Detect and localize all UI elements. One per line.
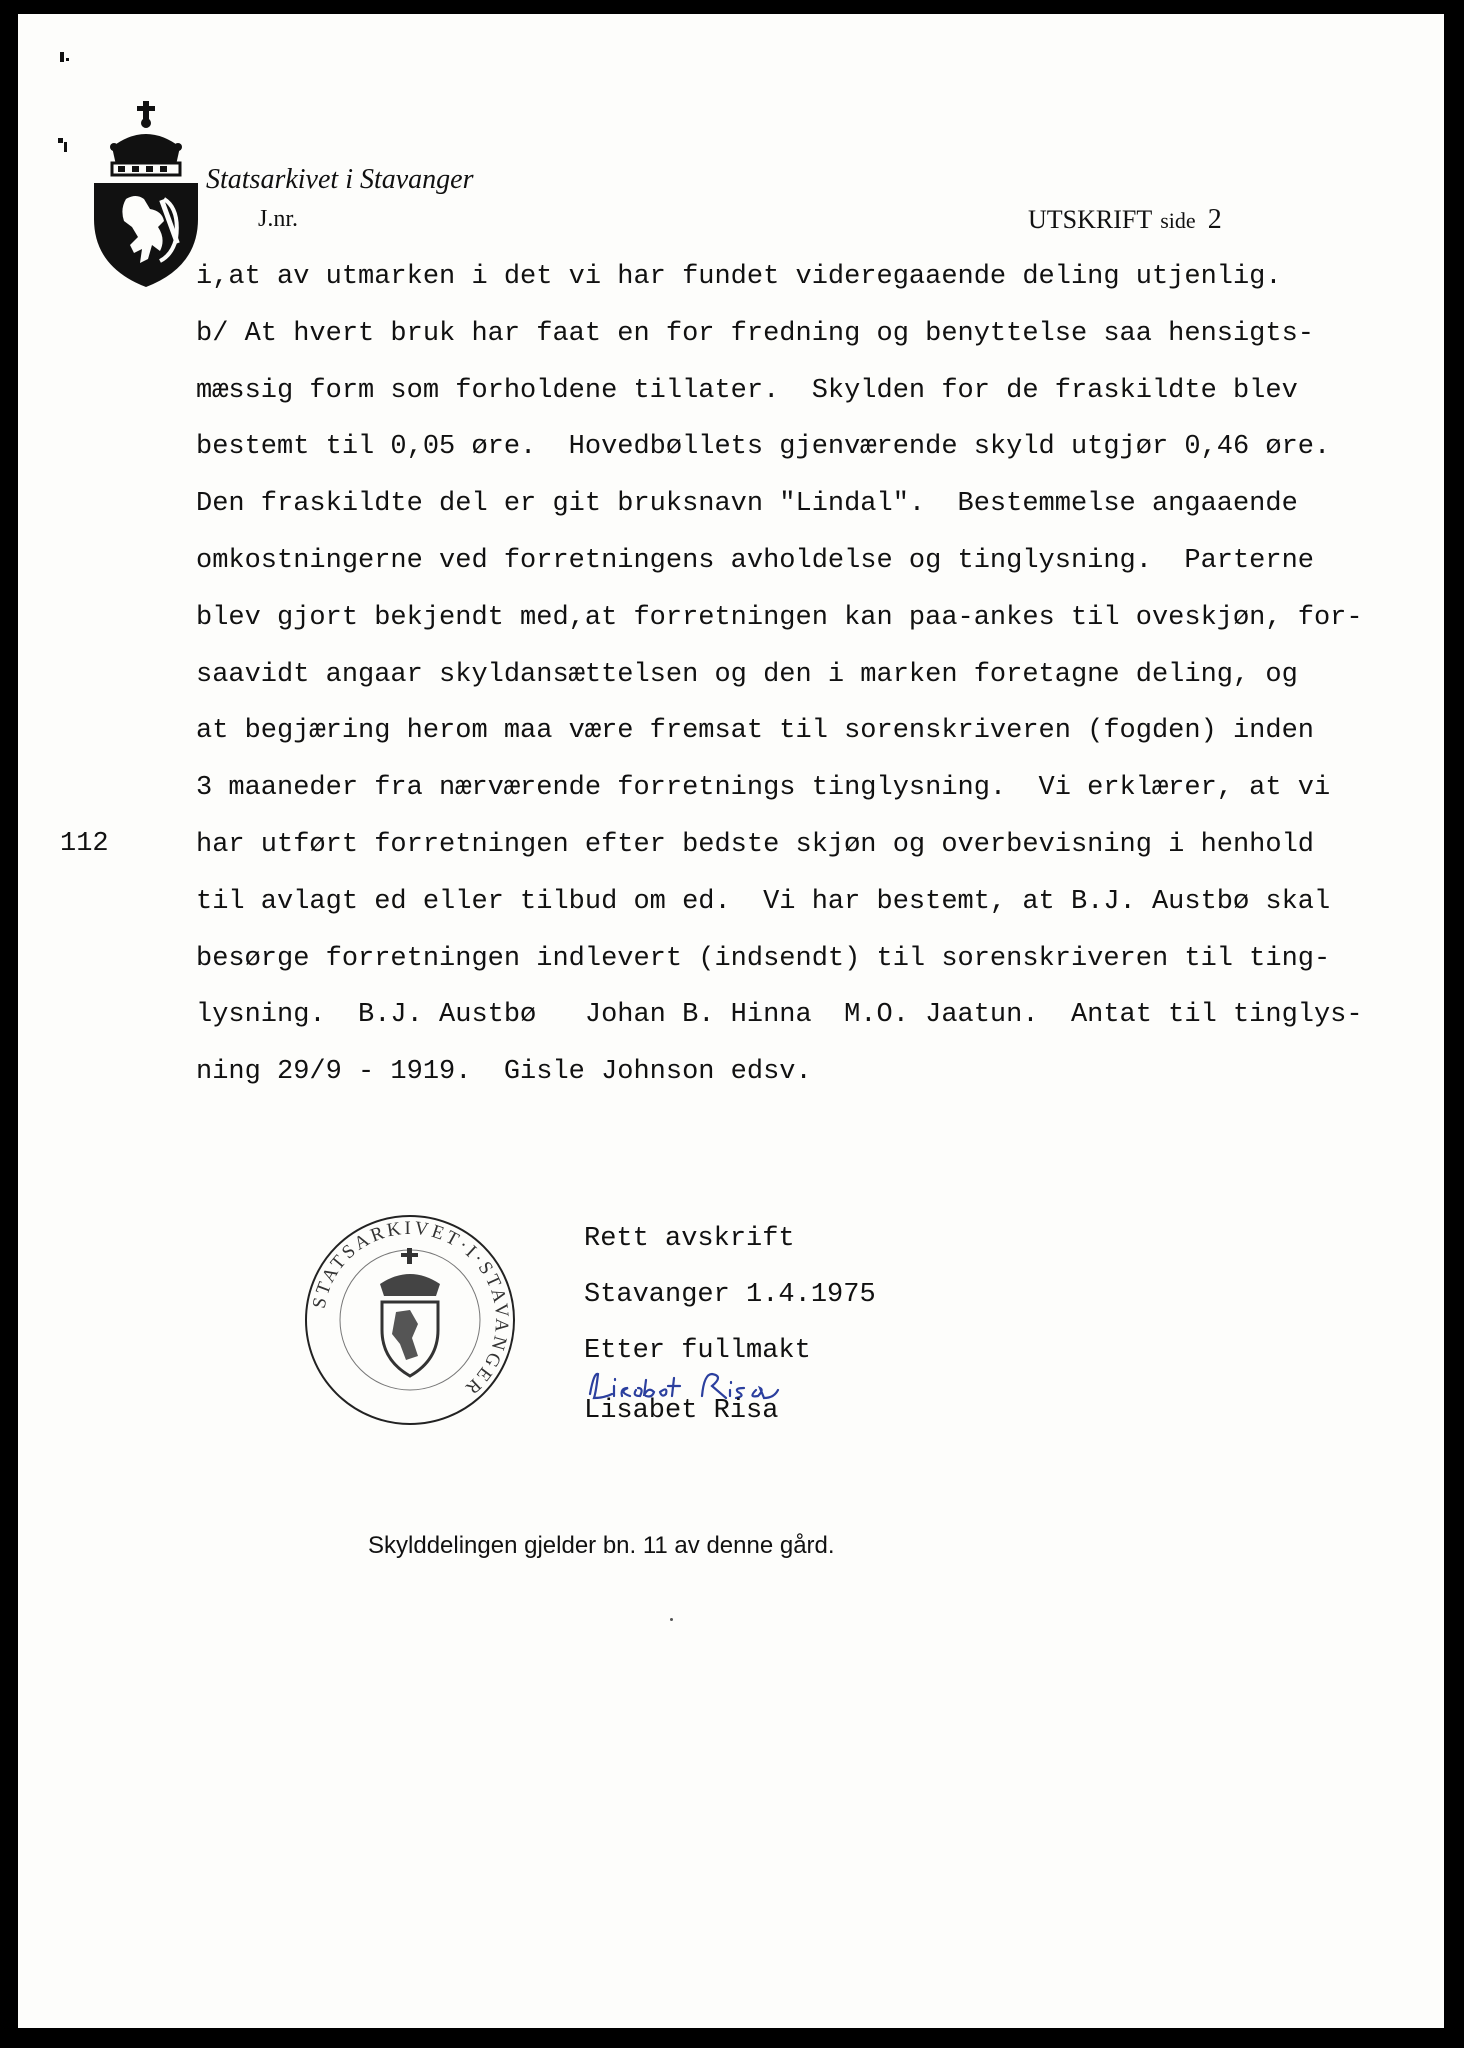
body-line: besørge forretningen indlevert (indsendt) til sorenskriveren til ting-: [196, 943, 1331, 974]
page-number: 2: [1207, 204, 1222, 235]
body-line: til avlagt ed eller tilbud om ed. Vi har bestemt, at B.J. Austbø skal: [196, 886, 1331, 917]
transcript-body: [196, 262, 1363, 1114]
archive-seal-icon: [300, 1210, 520, 1430]
utskrift-label: UTSKRIFT: [1028, 205, 1153, 234]
body-line: Den fraskildte del er git bruksnavn "Lindal". Bestemmelse angaaende: [196, 489, 1298, 520]
body-line: omkostningerne ved forretningens avholdelse og tinglysning. Parterne: [196, 545, 1314, 576]
body-line: bestemt til 0,05 øre. Hovedbøllets gjenværende skyld utgjør 0,46 øre.: [196, 432, 1331, 463]
attestation-line: Rett avskrift: [584, 1224, 795, 1254]
footnote: Skylddelingen gjelder bn. 11 av denne gård.: [368, 1532, 835, 1559]
svg-text:STATSARKIVET·I·STAVANGER: STATSARKIVET·I·STAVANGER: [308, 1217, 513, 1401]
body-line: i,at av utmarken i det vi har fundet videregaaende deling utjenlig.: [196, 262, 1282, 292]
institution-name: Statsarkivet i Stavanger: [206, 164, 474, 195]
body-line: at begjæring herom maa være fremsat til sorenskriveren (fogden) inden: [196, 716, 1314, 747]
coat-of-arms-icon: [90, 99, 202, 289]
body-line: lysning. B.J. Austbø Johan B. Hinna M.O. Jaatun. Antat til tinglys-: [196, 1000, 1363, 1031]
body-line: b/ At hvert bruk har faat en for fredning og benyttelse saa hensigts-: [196, 318, 1314, 349]
journal-number-label: J.nr.: [258, 206, 299, 232]
paper-speck: [670, 1618, 673, 1621]
signatory-name: Lisabet Risa: [584, 1396, 779, 1426]
margin-note: 112: [60, 829, 109, 859]
body-line: mæssig form som forholdene tillater. Skylden for de fraskildte blev: [196, 375, 1298, 406]
body-line: har utført forretningen efter bedste skjøn og overbevisning i henhold: [196, 829, 1314, 860]
page-header-right: [1028, 204, 1222, 236]
attestation-authority: Etter fullmakt: [584, 1336, 811, 1366]
body-line: saavidt angaar skyldansættelsen og den i marken foretagne deling, og: [196, 659, 1298, 690]
body-line: ning 29/9 - 1919. Gisle Johnson edsv.: [196, 1057, 812, 1088]
side-label: side: [1160, 208, 1196, 233]
document-page: [18, 14, 1444, 2028]
attestation-place-date: Stavanger 1.4.1975: [584, 1280, 876, 1310]
scan-marks: [56, 52, 76, 162]
body-line: blev gjort bekjendt med,at forretningen kan paa-ankes til oveskjøn, for-: [196, 602, 1363, 633]
body-line: 3 maaneder fra nærværende forretnings tinglysning. Vi erklærer, at vi: [196, 773, 1331, 804]
